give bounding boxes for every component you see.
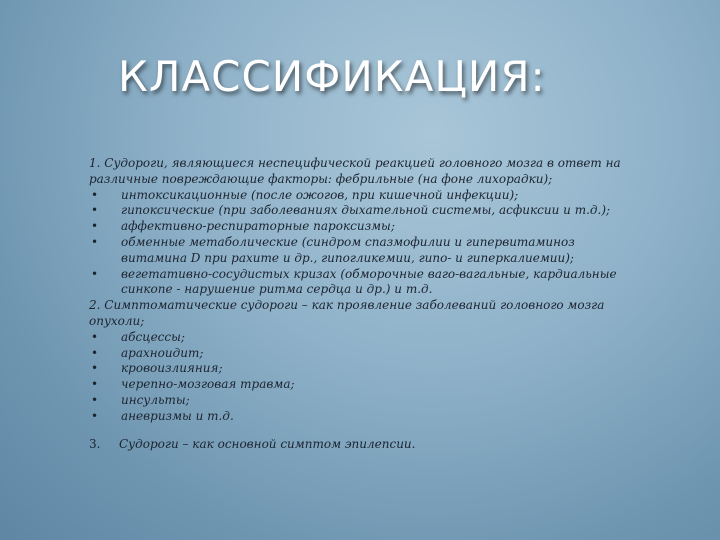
- spacer: [89, 425, 689, 437]
- bullet-text: аневризмы и т.д.: [121, 408, 234, 423]
- bullet-head-trauma: [89, 377, 689, 393]
- bullet-text: кровоизлияния;: [121, 361, 223, 376]
- item-2-line-1: 2. Симптоматические судороги – как проявление заболеваний головного мозга: [89, 298, 605, 313]
- bullet-affective: [89, 219, 689, 235]
- bullet-text: инсульты;: [121, 392, 190, 407]
- bullet-abscess: [89, 330, 689, 346]
- classification-list: [89, 156, 689, 452]
- bullet-aneurysm: [89, 409, 689, 425]
- bullet-hemorrhage: [89, 361, 689, 377]
- bullet-mark: •: [91, 234, 99, 249]
- bullet-text: вегетативно-сосудистых кризах (обморочные ваго-вагальные, кардиальные: [121, 266, 617, 281]
- bullet-mark: •: [91, 219, 99, 234]
- item-1-line-2: различные повреждающие факторы: фебрильные (на фоне лихорадки);: [89, 171, 553, 186]
- item-3-text: Судороги – как основной симптом эпилепсии.: [119, 436, 416, 451]
- bullet-text: интоксикационные (после ожогов, при кишечной инфекции);: [121, 187, 519, 202]
- bullet-text: арахноидит;: [121, 345, 204, 360]
- item-2-line-2: опухоли;: [89, 313, 145, 328]
- bullet-text: черепно-мозговая травма;: [121, 377, 295, 392]
- bullet-vegetative-cont: синкопе - нарушение ритма сердца и др.) и т.д.: [121, 282, 433, 297]
- bullet-vegetative: [89, 267, 689, 283]
- bullet-text: гипоксические (при заболеваниях дыхательной системы, асфиксии и т.д.);: [121, 203, 611, 218]
- bullet-stroke: [89, 393, 689, 409]
- bullet-text: обменные метаболические (синдром спазмофилии и гипервитаминоз: [121, 234, 575, 249]
- bullet-metabolic-cont: витамина D при рахите и др., гипогликемии, гипо- и гиперкалиемии);: [121, 250, 574, 265]
- bullet-mark: •: [91, 345, 99, 360]
- bullet-text: абсцессы;: [121, 329, 185, 344]
- bullet-mark: •: [91, 203, 99, 218]
- bullet-mark: •: [91, 408, 99, 423]
- bullet-metabolic: [89, 235, 689, 251]
- bullet-text: аффективно-респираторные пароксизмы;: [121, 219, 395, 234]
- bullet-mark: •: [91, 361, 99, 376]
- item-3: [89, 437, 689, 453]
- bullet-mark: •: [91, 377, 99, 392]
- bullet-intoxication: [89, 188, 689, 204]
- bullet-mark: •: [91, 392, 99, 407]
- bullet-hypoxic: [89, 203, 689, 219]
- slide-title: КЛАССИФИКАЦИЯ:: [118, 52, 546, 101]
- bullet-mark: •: [91, 266, 99, 281]
- bullet-arachnoiditis: [89, 346, 689, 362]
- item-1-line-1: 1. Судороги, являющиеся неспецифической реакцией головного мозга в ответ на: [89, 156, 621, 170]
- bullet-mark: •: [91, 329, 99, 344]
- item-3-number: 3.: [89, 436, 101, 451]
- bullet-mark: •: [91, 187, 99, 202]
